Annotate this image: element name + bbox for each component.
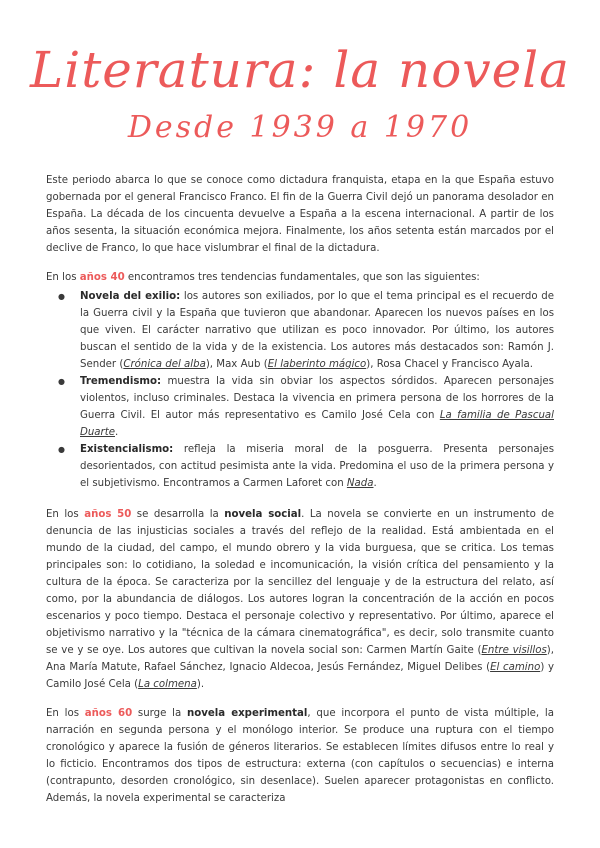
paragraph-50s: En los años 50 se desarrolla la novela social. La novela se convierte en un instrumento de denuncia de las injusticias sociales a través del reflejo de la realidad. Está ambientada en el mundo de la ciudad, del campo, el mundo obrero y la vida burguesa, que se critica. Los temas principales son: lo cotidiano, la soledad e incomunicación, la visión crítica del pensamiento y la cultura de la época. Se caracteriza por la sencillez del lenguaje y de la estructura del relato, así como, por la abundancia de diálogos. Los autores logran la concentración de la acción en pocos escenarios y poco tiempo. Destaca el personaje colectivo y representativo. Por último, aparece el objetivismo narrativo y la "técnica de la cámara cinematográfica", es decir, solo transmite cuanto se ve y se oye. Los autores que cultivan la novela social son: Carmen Martín Gaite (Entre visillos), Ana María Matute, Rafael Sánchez, Ignacio Aldecoa, Jesús Fernández, Miguel Delibes (El camino) y Camilo José Cela (La colmena).	[46, 509, 555, 690]
term-existencialismo: Existencialismo:	[80, 444, 174, 455]
decade-60s: años 60	[84, 708, 133, 719]
work-title: La familia de Pascual Duarte	[80, 410, 554, 438]
work-title: El camino	[490, 662, 541, 673]
work-title: Entre visillos	[481, 645, 547, 656]
term-tremendismo: Tremendismo:	[80, 376, 162, 387]
work-title: La colmena	[138, 679, 197, 690]
list-item: ● Tremendismo: muestra la vida sin obviar los aspectos sórdidos. Aparecen personajes violentos, incluso criminales. Destaca la vivencia en primera persona de los horrores de la Guerra Civil. El autor más representativo es Camilo José Cela con La familia de Pascual Duarte.	[80, 373, 554, 441]
document-body	[46, 172, 554, 819]
list-item: ● Existencialismo: refleja la miseria moral de la posguerra. Presenta personajes desorientados, con actitud pesimista ante la vida. Predomina el uso de la primera persona y el subjetivismo. Encontramos a Carmen Laforet con Nada.	[80, 441, 554, 492]
term-exilio: Novela del exilio:	[80, 291, 181, 302]
decade-50s: años 50	[84, 509, 132, 520]
paragraph-40s: En los años 40 encontramos tres tendencias fundamentales, que son las siguientes:	[46, 272, 480, 283]
intro-paragraph: Este periodo abarca lo que se conoce como dictadura franquista, etapa en la que España estuvo gobernada por el general Francisco Franco. El fin de la Guerra Civil dejó un panorama desolador en España. La década de los cincuenta devuelve a España a la escena internacional. A partir de los años sesenta, la situación económica mejora. Finalmente, los años setenta están marcados por el declive de Franco, lo que hace vislumbrar el final de la dictadura.	[46, 175, 554, 254]
work-title: El laberinto mágico	[267, 359, 367, 370]
decade-40s: años 40	[79, 272, 125, 283]
document-title: Literatura: la novela	[30, 41, 570, 99]
term-novela-social: novela social	[224, 509, 302, 520]
list-item: ● Novela del exilio: los autores son exiliados, por lo que el tema principal es el recuerdo de la Guerra civil y la España que tuvieron que abandonar. Aparecen los nuevos países en los que viven. El carácter narrativo que utilizan es poco innovador. Por último, los autores buscan el sentido de la vida y de la existencia. Los autores más destacados son: Ramón J. Sender (Crónica del alba), Max Aub (El laberinto mágico), Rosa Chacel y Francisco Ayala.	[80, 288, 554, 373]
tendencies-list	[46, 288, 554, 492]
paragraph-60s: En los años 60 surge la novela experimental, que incorpora el punto de vista múltiple, la narración en segunda persona y el monólogo interior. Se produce una ruptura con el tiempo cronológico y aparece la fusión de géneros literarios. Se establecen límites difusos entre lo real y lo ficticio. Encontramos dos tipos de estructura: externa (con capítulos o secuencias) e interna (contrapunto, desorden cronológico, sin desenlace). Suelen aparecer protagonistas en conflicto. Además, la novela experimental se caracteriza	[46, 708, 554, 804]
term-novela-experimental: novela experimental	[186, 708, 308, 719]
work-title: Nada	[346, 478, 374, 489]
document-subtitle: Desde 1939 a 1970	[127, 110, 473, 145]
work-title: Crónica del alba	[123, 359, 206, 370]
